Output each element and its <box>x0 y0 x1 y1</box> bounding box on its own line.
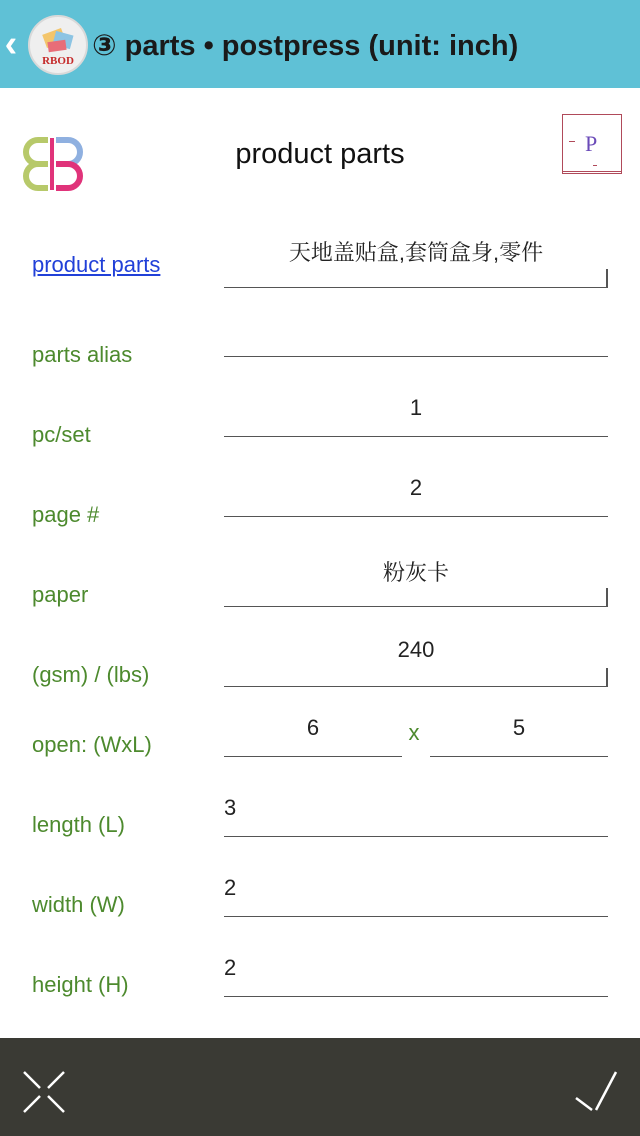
page-count-value: 2 <box>409 475 423 500</box>
open-size-label: open: (WxL) <box>32 732 152 757</box>
open-length-input[interactable] <box>430 756 608 757</box>
length-input[interactable] <box>224 836 608 837</box>
app-header <box>0 0 640 88</box>
parts-alias-input[interactable] <box>224 356 608 357</box>
open-length-value: 5 <box>512 715 526 740</box>
width-value: 2 <box>224 875 237 900</box>
product-parts-select[interactable] <box>224 287 608 288</box>
pc-set-input[interactable] <box>224 436 608 437</box>
page-count-input[interactable] <box>224 516 608 517</box>
parts-alias-label: parts alias <box>32 342 133 367</box>
parts-thumbnail[interactable] <box>562 114 622 174</box>
length-label: length (L) <box>32 812 125 837</box>
paper-select[interactable] <box>224 606 608 607</box>
checkmark-icon[interactable] <box>572 1068 620 1116</box>
width-label: width (W) <box>32 892 125 917</box>
back-chevron-icon[interactable]: ‹ <box>4 23 18 65</box>
thumbnail-mark <box>593 165 597 166</box>
pc-set-label: pc/set <box>32 422 91 447</box>
length-value: 3 <box>224 795 237 820</box>
thumbnail-mark <box>569 141 575 142</box>
section-title: product parts <box>235 138 405 170</box>
brand-logo-icon <box>20 134 88 194</box>
logo-box-shape <box>47 40 66 52</box>
page-count-label: page # <box>32 502 100 527</box>
width-input[interactable] <box>224 916 608 917</box>
gsm-label: (gsm) / (lbs) <box>32 662 150 687</box>
bottom-toolbar <box>0 1038 640 1136</box>
thumbnail-rule <box>563 171 621 172</box>
gsm-value: 240 <box>397 637 435 662</box>
header-title: ③ parts • postpress (unit: inch) <box>92 30 519 62</box>
height-label: height (H) <box>32 972 129 997</box>
product-parts-link[interactable]: product parts <box>32 252 161 277</box>
paper-label: paper <box>32 582 89 607</box>
app-logo <box>28 15 88 75</box>
logo-text: RBOD <box>42 55 74 67</box>
open-width-value: 6 <box>306 715 320 740</box>
height-value: 2 <box>224 955 237 980</box>
pc-set-value: 1 <box>409 395 423 420</box>
product-parts-value: 天地盖贴盒,套筒盒身,零件 <box>288 240 544 265</box>
close-icon[interactable] <box>20 1068 68 1116</box>
thumbnail-glyph-icon: P <box>585 131 598 156</box>
height-input[interactable] <box>224 996 608 997</box>
open-separator: x <box>408 720 420 745</box>
gsm-select[interactable] <box>224 686 608 687</box>
open-width-input[interactable] <box>224 756 402 757</box>
paper-value: 粉灰卡 <box>382 560 449 585</box>
